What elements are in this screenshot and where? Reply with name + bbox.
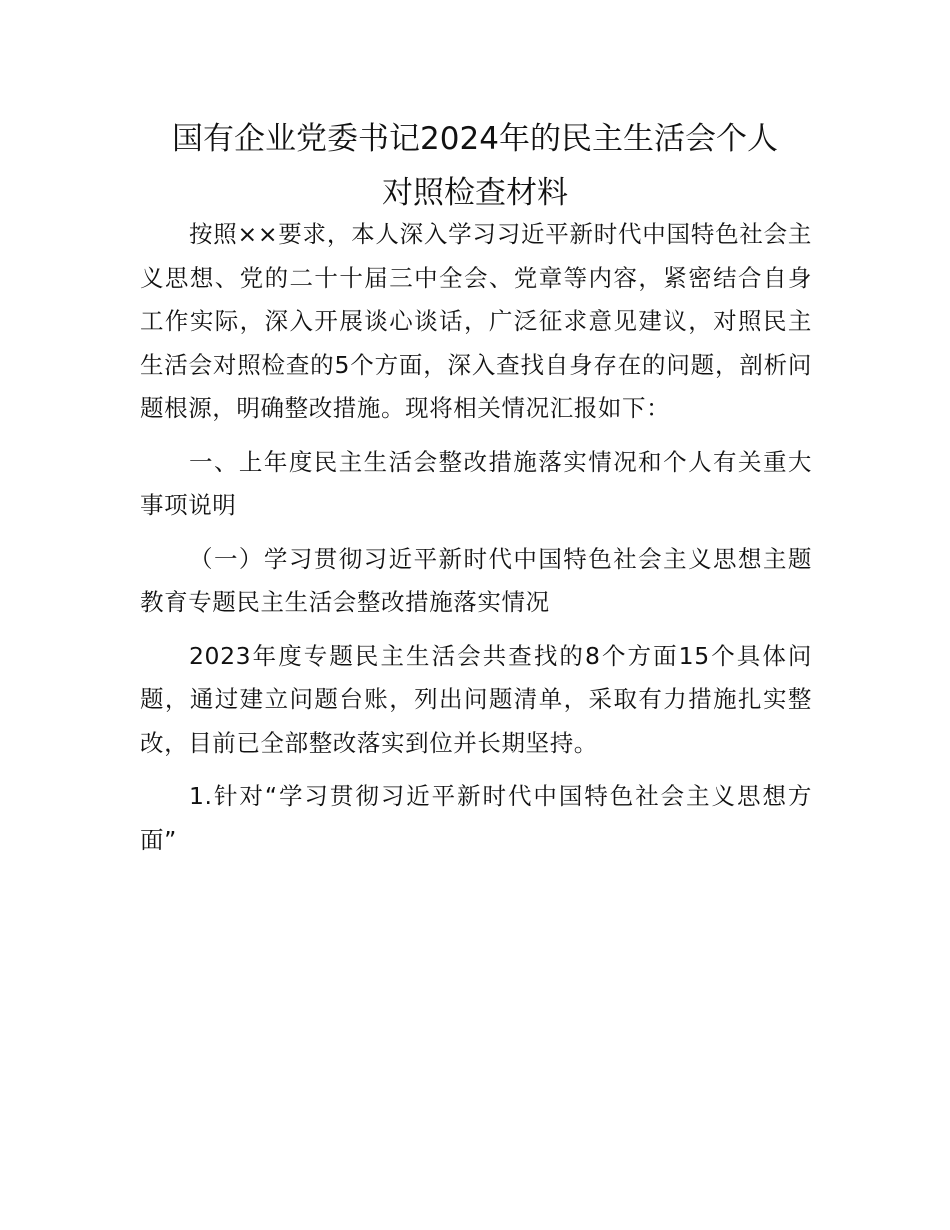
title-line-1: 国有企业党委书记2024年的民主生活会个人 bbox=[172, 121, 778, 157]
summary-paragraph: 2023年度专题民主生活会共查找的8个方面15个具体问题，通过建立问题台账，列出问题清单，采取有力措施扎实整改，目前已全部整改落实到位并长期坚持。 bbox=[140, 641, 812, 757]
intro-paragraph: 按照××要求，本人深入学习习近平新时代中国特色社会主义思想、党的二十十届三中全会、党章等内容，紧密结合自身工作实际，深入开展谈心谈话，广泛征求意见建议，对照民主生活会对照检查的5个方面，深入查找自身存在的问题，剖析问题根源，明确整改措施。现将相关情况汇报如下： bbox=[140, 220, 812, 422]
document-body bbox=[140, 213, 812, 872]
section-heading-1: 一、上年度民主生活会整改措施落实情况和个人有关重大事项说明 bbox=[140, 447, 812, 519]
subsection-heading-1: （一）学习贯彻习近平新时代中国特色社会主义思想主题教育专题民主生活会整改措施落实情况 bbox=[140, 544, 812, 616]
title-line-2: 对照检查材料 bbox=[382, 175, 568, 211]
document-title bbox=[110, 112, 840, 220]
item-heading-1: 1.针对“学习贯彻习近平新时代中国特色社会主义思想方面” bbox=[140, 782, 812, 854]
